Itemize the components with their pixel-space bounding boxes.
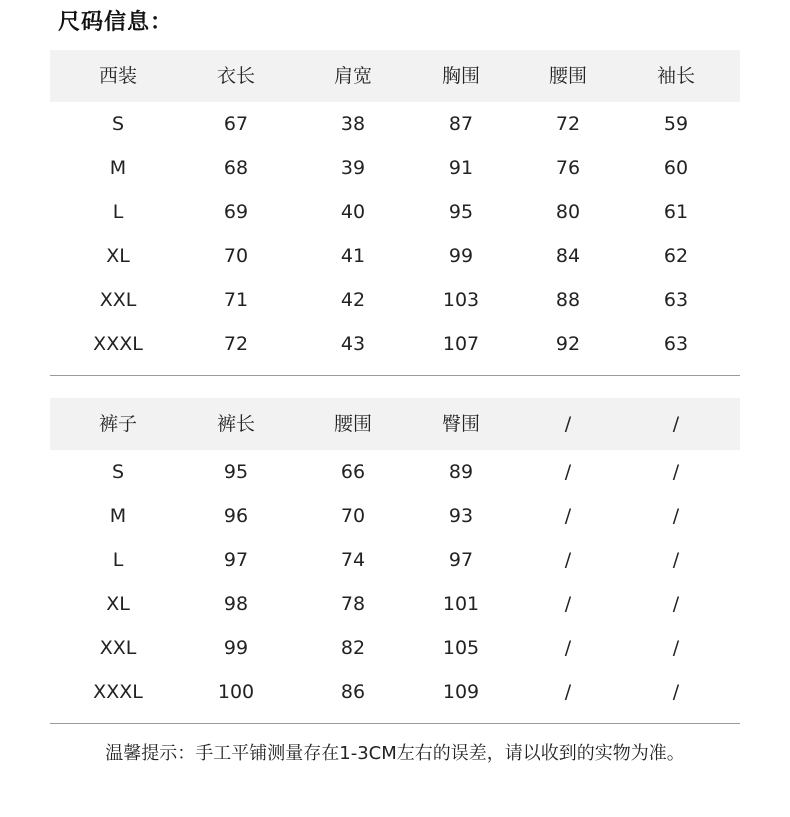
header-cell: /	[672, 413, 680, 435]
table-cell: 96	[223, 505, 249, 527]
table-cell: 62	[663, 245, 689, 267]
table-cell: 68	[223, 157, 249, 179]
table-cell: /	[672, 549, 680, 571]
jacket-size-table	[50, 50, 740, 366]
table-cell: 103	[442, 289, 480, 311]
table-cell: 82	[340, 637, 366, 659]
table-cell: 105	[442, 637, 480, 659]
table-header-row	[50, 398, 740, 450]
header-cell: 肩宽	[333, 65, 372, 87]
table-cell: 88	[555, 289, 581, 311]
table-cell: 41	[340, 245, 366, 267]
table-cell: /	[564, 681, 572, 703]
table-header-row	[50, 50, 740, 102]
table-cell: 63	[663, 289, 689, 311]
page-title: 尺码信息：	[58, 10, 174, 35]
header-cell: 腰围	[333, 413, 372, 435]
table-divider	[50, 375, 740, 376]
header-cell: 臀围	[441, 413, 480, 435]
table-divider	[50, 723, 740, 724]
header-cell: /	[564, 413, 572, 435]
table-cell: 91	[448, 157, 474, 179]
table-cell: 84	[555, 245, 581, 267]
table-cell: 38	[340, 113, 366, 135]
header-cell: 裤长	[216, 413, 255, 435]
table-cell: /	[564, 461, 572, 483]
table-cell: 80	[555, 201, 581, 223]
table-cell: 59	[663, 113, 689, 135]
header-cell: 西装	[98, 65, 137, 87]
table-cell: S	[111, 461, 125, 483]
header-cell: 腰围	[548, 65, 587, 87]
header-cell: 裤子	[98, 413, 137, 435]
table-cell: 86	[340, 681, 366, 703]
table-row	[50, 146, 740, 190]
table-cell: L	[112, 549, 124, 571]
table-row	[50, 102, 740, 146]
table-cell: 70	[223, 245, 249, 267]
table-row	[50, 538, 740, 582]
table-row	[50, 450, 740, 494]
table-row	[50, 626, 740, 670]
table-cell: 42	[340, 289, 366, 311]
table-row	[50, 494, 740, 538]
table-cell: 99	[448, 245, 474, 267]
table-cell: /	[672, 505, 680, 527]
header-cell: 胸围	[441, 65, 480, 87]
table-cell: 63	[663, 333, 689, 355]
table-cell: 93	[448, 505, 474, 527]
table-cell: 89	[448, 461, 474, 483]
header-cell: 袖长	[656, 65, 695, 87]
table-cell: 71	[223, 289, 249, 311]
table-cell: /	[672, 461, 680, 483]
table-cell: L	[112, 201, 124, 223]
table-cell: 67	[223, 113, 249, 135]
table-cell: /	[672, 637, 680, 659]
table-cell: XXXL	[93, 333, 143, 355]
table-cell: XL	[106, 245, 130, 267]
table-cell: /	[564, 593, 572, 615]
table-row	[50, 322, 740, 366]
table-cell: 60	[663, 157, 689, 179]
table-row	[50, 670, 740, 714]
table-cell: XL	[106, 593, 130, 615]
table-cell: XXL	[99, 637, 137, 659]
table-cell: 70	[340, 505, 366, 527]
table-cell: 109	[442, 681, 480, 703]
table-cell: 76	[555, 157, 581, 179]
table-cell: 72	[223, 333, 249, 355]
table-cell: 100	[217, 681, 255, 703]
table-cell: 40	[340, 201, 366, 223]
table-cell: 98	[223, 593, 249, 615]
table-cell: 101	[442, 593, 480, 615]
pants-size-table	[50, 398, 740, 714]
table-cell: 97	[223, 549, 249, 571]
table-cell: 99	[223, 637, 249, 659]
table-row	[50, 190, 740, 234]
table-cell: /	[564, 549, 572, 571]
table-cell: /	[672, 681, 680, 703]
table-cell: /	[564, 505, 572, 527]
table-row	[50, 278, 740, 322]
table-cell: 66	[340, 461, 366, 483]
table-cell: 97	[448, 549, 474, 571]
table-cell: 95	[223, 461, 249, 483]
table-cell: /	[672, 593, 680, 615]
table-cell: 61	[663, 201, 689, 223]
table-cell: 72	[555, 113, 581, 135]
table-cell: XXL	[99, 289, 137, 311]
table-cell: 39	[340, 157, 366, 179]
table-row	[50, 582, 740, 626]
table-cell: 87	[448, 113, 474, 135]
measurement-note: 温馨提示：手工平铺测量存在1-3CM左右的误差，请以收到的实物为准。	[105, 743, 685, 764]
table-cell: S	[111, 113, 125, 135]
table-cell: 95	[448, 201, 474, 223]
table-cell: /	[564, 637, 572, 659]
table-cell: 107	[442, 333, 480, 355]
table-cell: M	[109, 505, 127, 527]
table-cell: M	[109, 157, 127, 179]
table-cell: 92	[555, 333, 581, 355]
table-cell: 43	[340, 333, 366, 355]
table-cell: 78	[340, 593, 366, 615]
table-cell: 74	[340, 549, 366, 571]
table-row	[50, 234, 740, 278]
header-cell: 衣长	[216, 65, 255, 87]
table-cell: 69	[223, 201, 249, 223]
table-cell: XXXL	[93, 681, 143, 703]
